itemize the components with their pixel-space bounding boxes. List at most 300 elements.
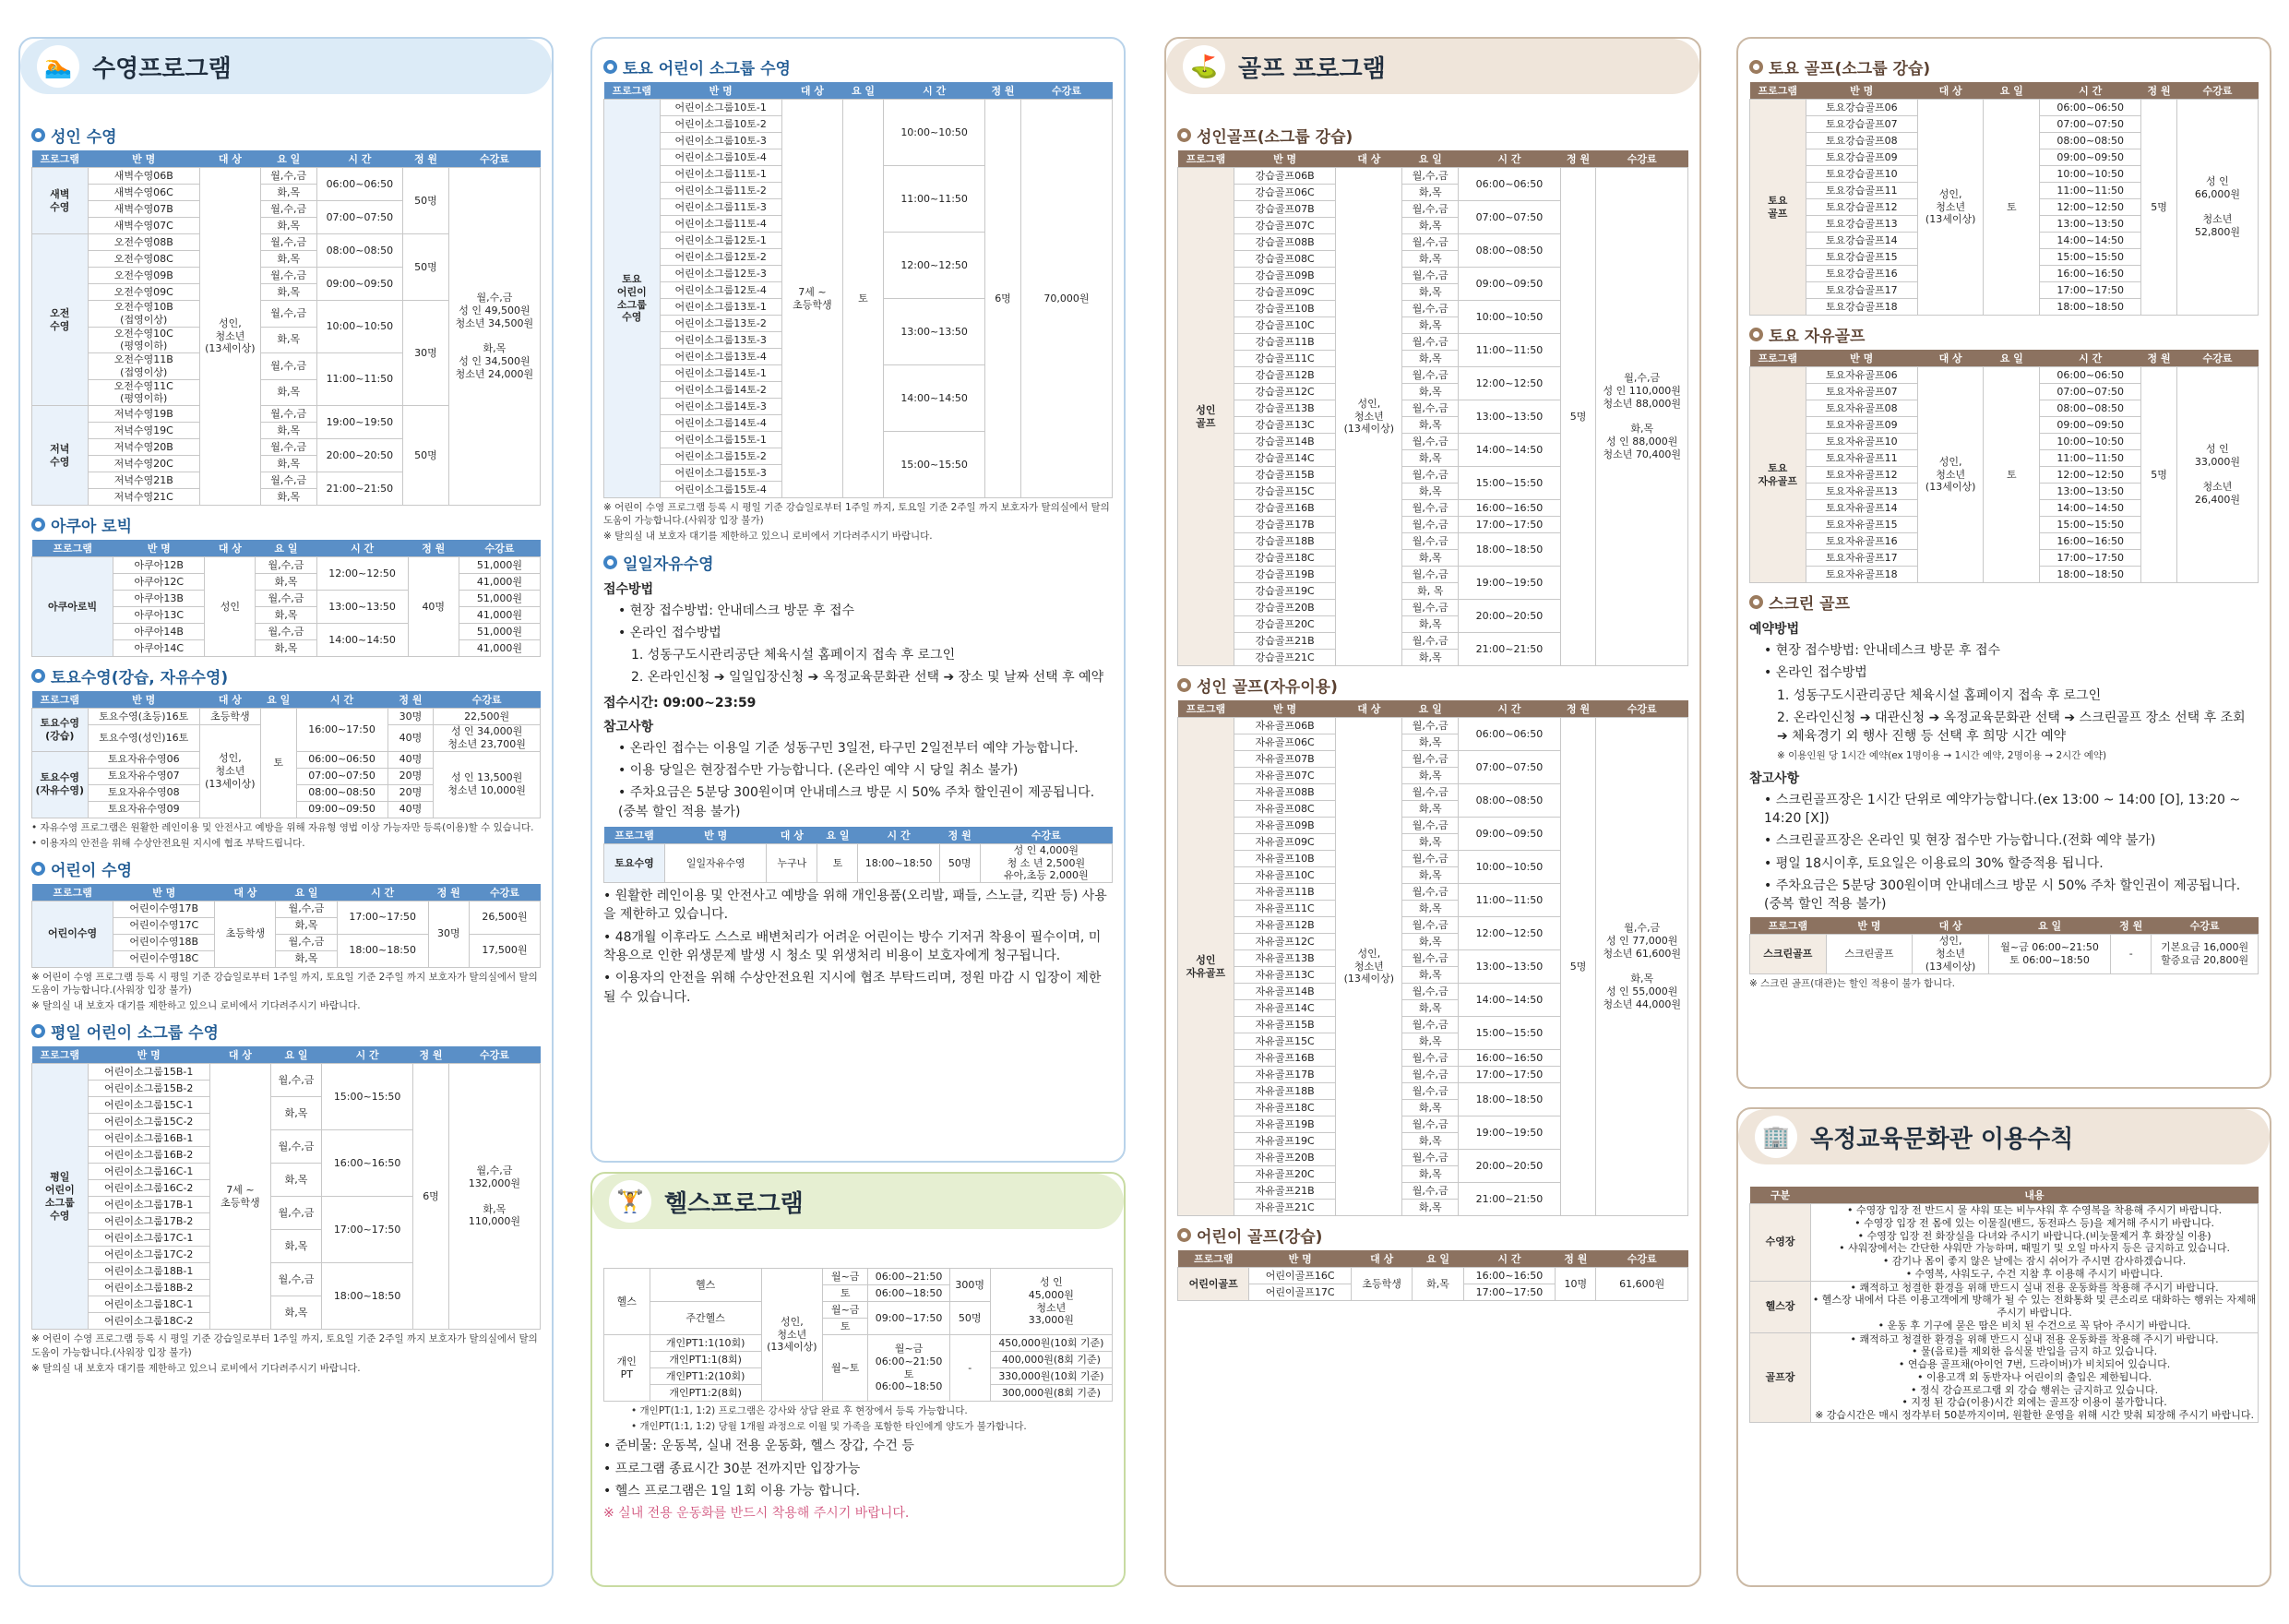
table-cell: 화,목 (256, 607, 316, 624)
table-cell: 월,수,금 (260, 168, 316, 185)
table-cell: 토요강습골프09 (1806, 149, 1917, 166)
screen-line: • 주차요금은 5분당 300원이며 안내데스크 방문 시 50% 주차 할인권이 제공됩니다. (중복 할인 적용 불가) (1764, 878, 2241, 913)
table-cell: 17:00~17:50 (1463, 1284, 1556, 1301)
health-note: • 개인PT(1:1, 1:2) 당월 1개월 과정으로 이월 및 가족을 포함한 타인에게 양도가 불가합니다. (631, 1421, 1027, 1433)
table-row (604, 843, 1113, 882)
table-cell: 20:00~20:50 (1459, 600, 1561, 633)
adult-swim-table (31, 150, 541, 506)
table-header: 반 명 (88, 150, 199, 168)
table-cell: 자유골프17B (1234, 1067, 1336, 1083)
table-cell: 어린이소그룹11토-4 (660, 216, 781, 233)
table-cell: 화,목 (1402, 550, 1459, 567)
table-cell: 어린이소그룹15토-1 (660, 432, 781, 448)
table-cell: 자유골프08B (1234, 784, 1336, 801)
table-header-row (604, 82, 1113, 100)
table-header: 정 원 (985, 82, 1021, 100)
table-header-row (604, 1251, 1113, 1269)
table-header: 시 간 (296, 691, 387, 709)
table-header: 정 원 (958, 1254, 982, 1266)
table-cell: 12:00~12:50 (1459, 367, 1561, 400)
table-cell: 강습골프21B (1234, 633, 1336, 650)
table-cell: 화,목 (1402, 484, 1459, 500)
table-header: 요 일 (1984, 350, 2040, 367)
table-cell: 08:00~08:50 (2040, 400, 2141, 417)
table-cell: 14:00~14:50 (884, 365, 985, 432)
table-cell: 화,목 (260, 379, 316, 406)
table-cell: 월,수,금 (1402, 1017, 1459, 1033)
table-cell: 성인 골프 (1178, 168, 1234, 666)
table-cell: 토요자유골프15 (1806, 517, 1917, 533)
table-cell: 화, 목 (1402, 583, 1459, 600)
table-cell: 300,000원(8회 기준) (990, 1385, 1112, 1402)
table-cell: 화,목 (1402, 934, 1459, 950)
table-cell: 50명 (403, 234, 449, 301)
table-cell: 월,수,금 (1402, 718, 1459, 734)
table-cell: 토요자유골프12 (1806, 467, 1917, 484)
table-cell: 월,수,금 (1402, 818, 1459, 834)
wk-note: ※ 탈의실 내 보호자 대기를 제한하고 있으니 로비에서 기다려주시기 바랍니다. (31, 1362, 361, 1374)
table-header: 시 간 (337, 884, 428, 902)
screen-line: • 현장 접수방법: 안내데스크 방문 후 접수 (1764, 643, 2001, 658)
table-cell: 08:00~08:50 (2040, 133, 2141, 149)
table-cell: 아쿠아로빅 (32, 557, 113, 657)
table-header: 수강료 (1596, 150, 1688, 168)
table-cell: 15:00~15:50 (2040, 249, 2141, 266)
table-cell: 자유골프21C (1234, 1200, 1336, 1216)
health-note: • 개인PT(1:1, 1:2) 프로그램은 강사와 상담 완료 후 현장에서 등록 가능합니다. (631, 1405, 968, 1416)
table-cell: 스크린골프 (1826, 935, 1913, 973)
table-header: 요 일 (1988, 917, 2110, 935)
table-header: 대 상 (199, 691, 260, 709)
table-cell: 기본요금 16,000원 할증요금 20,800원 (2152, 935, 2259, 973)
table-header: 수강료 (1036, 1254, 1067, 1266)
table-header: 반 명 (1806, 82, 1917, 100)
golf-title-pill (1166, 39, 1699, 94)
daily-table (603, 827, 1113, 883)
table-cell: 10:00~10:50 (2040, 434, 2141, 450)
table-cell: 토요자유수영06 (88, 751, 199, 768)
table-cell: 화,목 (270, 1230, 321, 1263)
table-header-row (32, 150, 541, 168)
table-cell: 성 인 33,000원 청소년 26,400원 (2176, 367, 2258, 583)
table-row (1178, 168, 1688, 185)
table-cell: 자유골프11B (1234, 884, 1336, 901)
adult-swim-heading: 성인 수영 (31, 124, 541, 147)
table-cell: 41,000원 (459, 574, 540, 591)
table-cell: 06:00~18:50 (868, 1285, 949, 1302)
golf-icon: ⛳ (1183, 45, 1225, 88)
table-cell: 어린이소그룹12토-4 (660, 282, 781, 299)
table-cell: 월,수,금 (256, 557, 316, 574)
table-cell: 21:00~21:50 (1459, 633, 1561, 666)
table-header: 프로그램 (1178, 150, 1234, 168)
table-cell: 화,목 (270, 1296, 321, 1330)
table-cell: 5명 (2141, 367, 2177, 583)
table-cell: 월,수,금 성 인 49,500원 청소년 34,500원 화,목 성 인 34,500원 청소년 24,000원 (448, 168, 540, 506)
table-cell: 월,수,금 (1402, 400, 1459, 417)
table-cell: 헬스장 (1750, 1281, 1811, 1332)
table-cell: 성인 (205, 557, 256, 657)
table-cell: 자유골프08C (1234, 801, 1336, 818)
table-cell: 22,500원 (434, 709, 541, 725)
table-cell: 자유골프11C (1234, 901, 1336, 917)
screen-sub: 참고사항 (1749, 770, 1800, 786)
table-cell: • 수영장 입장 전 반드시 물 샤워 또는 비누샤워 후 수영복을 착용해 주시기 바랍니다. • 수영장 입장 전 몸에 있는 이물질(밴드, 동전파스 등)을 제거해 주시기 바랍니다. • 수영장 입장 전 화장실을 다녀와 주시기 바랍니다.(비눗물제거 후 화장실 이용) • 샤워장에서는 간단한 샤워만 가능하며, 때밀기 및 오일 마사지 등은 금지하고 있습니다. • 감기나 몸이 좋지 않은 날에는 잠시 쉬어가 주시면 감사하겠습니다. • 수영복, 샤워도구, 수건 지참 후 이용해 주시기 바랍니다. (1811, 1204, 2259, 1282)
table-cell: 14:00~14:50 (1459, 984, 1561, 1017)
table-cell: 강습골프17B (1234, 517, 1336, 533)
table-header: 프로그램 (604, 82, 661, 100)
table-cell: 월,수,금 (1402, 950, 1459, 967)
table-row (1750, 1281, 2259, 1332)
table-cell: 토요강습골프13 (1806, 216, 1917, 233)
table-cell: 강습골프07C (1234, 218, 1336, 234)
table-cell: 13:00~13:50 (884, 299, 985, 365)
daily-sub: 접수방법 (603, 581, 654, 597)
table-cell: 26,500원 (469, 901, 540, 934)
table-cell: 성인, 청소년 (13세이상) (1336, 168, 1402, 666)
table-cell: 개인PT1:1(8회) (650, 1352, 761, 1368)
table-header: 정 원 (403, 150, 449, 168)
table-cell: 오전 수영 (32, 234, 89, 406)
table-header-row (32, 540, 541, 557)
table-cell: 성인, 청소년 (13세이상) (1913, 935, 1989, 973)
table-cell: - (949, 1335, 990, 1402)
table-cell: 월,수,금 (260, 353, 316, 380)
table-cell: 월,수,금 (1402, 168, 1459, 185)
table-cell: 13:00~13:50 (316, 591, 408, 624)
table-cell: 월~금 06:00~21:50 토 06:00~18:50 (868, 1335, 949, 1402)
table-header-row (32, 884, 541, 902)
table-row (32, 1064, 541, 1081)
table-cell: 저녁수영19C (88, 423, 199, 439)
table-cell: 월,수,금 (270, 1130, 321, 1164)
table-header: 프로그램 (32, 884, 113, 902)
kids-golf-heading: 어린이 골프(강습) (1177, 1224, 1688, 1247)
table-header: 요 일 (260, 150, 316, 168)
table-cell: 토요수영 (604, 843, 665, 882)
table-cell: 저녁 수영 (32, 406, 89, 506)
table-header: 대 상 (767, 827, 817, 844)
table-cell: 토 (1984, 367, 2040, 583)
table-cell: 토요강습골프10 (1806, 166, 1917, 183)
table-cell: 09:00~09:50 (316, 268, 403, 301)
table-header: 프로그램 (1750, 82, 1806, 100)
table-cell: 자유골프18C (1234, 1100, 1336, 1116)
swim-icon: 🏊 (37, 45, 79, 88)
table-header: 수강료 (980, 827, 1112, 844)
bullet-icon (1177, 1228, 1191, 1242)
table-cell: 초등학생 (199, 709, 260, 725)
satkids-note: ※ 어린이 수영 프로그램 등록 시 평일 기준 강습일로부터 1주일 까지, 토요일 기준 2주일 까지 보호자가 탈의실에서 탈의 도움이 가능합니다.(사워장 입장 불가) (603, 502, 1110, 527)
table-cell: 06:00~06:50 (2040, 100, 2141, 116)
table-cell: 오전수영08C (88, 251, 199, 268)
table-cell: 월,수,금 (1402, 517, 1459, 533)
table-header-row (1178, 1250, 1688, 1268)
table-cell: 어린이소그룹10토-3 (660, 133, 781, 149)
table-cell: 강습골프08B (1234, 234, 1336, 251)
table-cell: 토요 골프 (1750, 100, 1806, 316)
table-row (32, 901, 541, 917)
table-cell: 저녁수영20C (88, 456, 199, 472)
table-cell: 09:00~09:50 (296, 801, 387, 818)
table-cell: 성인, 청소년 (13세이상) (199, 725, 260, 818)
table-cell: 월,수,금 (260, 301, 316, 328)
kids-note: ※ 탈의실 내 보호자 대기를 제한하고 있으니 로비에서 기다려주시기 바랍니다. (31, 1000, 361, 1012)
table-cell: 51,000원 (459, 591, 540, 607)
table-cell: 5명 (2141, 100, 2177, 316)
table-header: 반 명 (113, 540, 205, 557)
table-header: 대 상 (1913, 917, 1989, 935)
table-cell: 화,목 (260, 251, 316, 268)
table-header: 대 상 (205, 540, 256, 557)
table-header: 시 간 (316, 150, 403, 168)
table-cell: 330,000원(10회 기준) (990, 1368, 1112, 1385)
table-cell: 19:00~19:50 (1459, 567, 1561, 600)
table-cell: 자유골프09C (1234, 834, 1336, 851)
table-header: 정 원 (387, 691, 434, 709)
swim-title: 수영프로그램 (92, 54, 232, 83)
table-cell: 저녁수영21C (88, 489, 199, 506)
table-cell: 20:00~20:50 (1459, 1150, 1561, 1183)
table-cell: 토요수영(성인)16토 (88, 725, 199, 752)
table-cell: 화,목 (1402, 1100, 1459, 1116)
table-cell: 개인PT1:1(10회) (650, 1335, 761, 1352)
table-cell: 14:00~14:50 (2040, 500, 2141, 517)
table-cell: 09:00~09:50 (1459, 268, 1561, 301)
table-row (32, 168, 541, 185)
screen-sub: 예약방법 (1749, 622, 1800, 637)
table-cell: 월,수,금 (1402, 467, 1459, 484)
table-header: 요 일 (1402, 700, 1459, 718)
table-cell: 06:00~06:50 (2040, 367, 2141, 384)
table-cell: 오전수영09C (88, 284, 199, 301)
dumbbell-icon: 🏋 (609, 1180, 651, 1223)
health-title: 헬스프로그램 (664, 1189, 804, 1218)
table-cell: 저녁수영21B (88, 472, 199, 489)
table-cell: 어린이소그룹14토-2 (660, 382, 781, 399)
table-cell: 30명 (387, 709, 434, 725)
table-cell: 어린이소그룹15B-1 (88, 1064, 209, 1081)
table-header: 수강료 (2152, 917, 2259, 935)
table-header: 시 간 (1459, 700, 1561, 718)
table-cell: 토요자유수영07 (88, 768, 199, 784)
table-cell: 16:00~17:50 (296, 709, 387, 752)
table-header-row (1178, 150, 1688, 168)
table-cell: 월,수,금 (1402, 533, 1459, 550)
table-cell: 성인, 청소년 (13세이상) (199, 168, 260, 506)
bullet-icon (31, 669, 45, 683)
table-cell: 강습골프20C (1234, 616, 1336, 633)
table-cell: 토요자유골프08 (1806, 400, 1917, 417)
table-cell: 06:00~06:50 (1459, 718, 1561, 751)
table-cell: 개인PT1:2(10회) (650, 1368, 761, 1385)
table-cell: 10:00~10:50 (316, 301, 403, 353)
table-cell: 토요강습골프12 (1806, 199, 1917, 216)
kids-swim-heading: 어린이 수영 (31, 857, 541, 880)
table-cell: 자유골프07B (1234, 751, 1336, 768)
table-cell: 강습골프12B (1234, 367, 1336, 384)
table-header: 대 상 (1917, 350, 1984, 367)
table-cell: 월,수,금 (1402, 1050, 1459, 1067)
table-cell: 41,000원 (459, 640, 540, 657)
table-row (1178, 718, 1688, 734)
table-cell: 토요자유골프06 (1806, 367, 1917, 384)
table-cell: 13:00~13:50 (1459, 400, 1561, 434)
table-cell: 화,목 (260, 185, 316, 201)
table-cell: 토요자유골프11 (1806, 450, 1917, 467)
health-bullet: ※ 실내 전용 운동화를 반드시 착용해 주시기 바랍니다. (603, 1506, 910, 1522)
table-cell: 어린이소그룹18B-1 (88, 1263, 209, 1280)
table-header: 수강료 (2176, 350, 2258, 367)
table-cell: 어린이소그룹13토-2 (660, 316, 781, 332)
table-cell: 토요자유수영09 (88, 801, 199, 818)
table-header: 정 원 (1560, 700, 1596, 718)
table-cell: 월,수,금 (256, 591, 316, 607)
table-cell: 41,000원 (459, 607, 540, 624)
table-header: 프로그램 (1750, 917, 1827, 935)
table-cell: 월~금 (822, 1302, 868, 1319)
rules-table (1749, 1187, 2259, 1423)
table-cell: 어린이소그룹18C-1 (88, 1296, 209, 1313)
table-header: 정 원 (1560, 150, 1596, 168)
table-cell: 오전수영11B (접영이상) (88, 353, 199, 380)
table-row (1750, 100, 2259, 116)
bullet-icon (1749, 328, 1763, 341)
rules-title-pill (1738, 1109, 2270, 1164)
table-cell: 10명 (1556, 1268, 1596, 1301)
table-header: 요 일 (833, 1254, 857, 1266)
table-cell: 월,수,금 (276, 934, 337, 950)
table-cell: 월,수,금 (1402, 851, 1459, 867)
table-cell: 오전수영10B (접영이상) (88, 301, 199, 328)
table-header: 대 상 (1336, 700, 1402, 718)
table-cell: 어린이수영18B (113, 934, 215, 950)
table-cell: 어린이소그룹15토-2 (660, 448, 781, 465)
table-cell: 7세 ~ 초등학생 (781, 100, 842, 498)
table-cell: 강습골프12C (1234, 384, 1336, 400)
table-cell: 11:00~11:50 (1459, 334, 1561, 367)
table-cell: 누구나 (767, 843, 817, 882)
table-cell: 08:00~08:50 (296, 784, 387, 801)
table-header: 수강료 (434, 691, 541, 709)
table-cell: 7세 ~ 초등학생 (209, 1064, 270, 1330)
satkids-note: ※ 탈의실 내 보호자 대기를 제한하고 있으니 로비에서 기다려주시기 바랍니다. (603, 531, 933, 543)
table-cell: 자유골프19B (1234, 1116, 1336, 1133)
table-header: 프로그램 (1178, 1250, 1249, 1268)
table-cell: 강습골프13C (1234, 417, 1336, 434)
table-header: 대 상 (209, 1046, 270, 1064)
table-cell: 성인, 청소년 (13세이상) (761, 1269, 822, 1402)
table-cell: 강습골프08C (1234, 251, 1336, 268)
table-header: 프로그램 (32, 150, 89, 168)
daily-line: 1. 성동구도시관리공단 체육시설 홈페이지 접속 후 로그인 (631, 648, 956, 663)
table-cell: 어린이소그룹14토-3 (660, 399, 781, 415)
table-cell: 화,목 (1402, 901, 1459, 917)
table-cell: 월,수,금 (1402, 201, 1459, 218)
table-cell: 화,목 (1402, 417, 1459, 434)
table-cell: 월,수,금 (1402, 984, 1459, 1000)
table-cell: 어린이소그룹11토-3 (660, 199, 781, 216)
table-cell: 토 (822, 1319, 868, 1335)
table-cell: 17:00~17:50 (1459, 1067, 1561, 1083)
table-cell: 강습골프09B (1234, 268, 1336, 284)
table-cell: 화,목 (1402, 450, 1459, 467)
table-cell: 16:00~16:50 (1463, 1268, 1556, 1284)
table-cell: 토요강습골프15 (1806, 249, 1917, 266)
adult-golf-heading: 성인골프(소그룹 강습) (1177, 124, 1688, 147)
table-cell: 어린이수영18C (113, 950, 215, 967)
table-row (1750, 1332, 2259, 1422)
sat-swim-table (31, 691, 541, 818)
table-cell: 월,수,금 (1402, 1150, 1459, 1166)
table-cell: 17:00~17:50 (1459, 517, 1561, 533)
table-cell: 06:00~21:50 (868, 1269, 949, 1285)
rules-panel (1736, 1107, 2271, 1587)
table-cell: 18:00~18:50 (337, 934, 428, 967)
bullet-icon (1749, 595, 1763, 609)
table-cell: 어린이소그룹13토-1 (660, 299, 781, 316)
screen-line: • 스크린골프장은 온라인 및 현장 접수만 가능합니다.(전화 예약 불가) (1764, 833, 2156, 849)
table-cell: 09:00~09:50 (2040, 149, 2141, 166)
table-cell: 강습골프06C (1234, 185, 1336, 201)
table-cell: 토요수영(초등)16토 (88, 709, 199, 725)
table-cell: 토요 어린이 소그룹 수영 (604, 100, 661, 498)
table-cell: 화,목 (260, 218, 316, 234)
table-cell: 15:00~15:50 (884, 432, 985, 498)
sat-free-golf-heading: 토요 자유골프 (1749, 323, 2259, 346)
table-header: 반 명 (88, 1046, 209, 1064)
table-cell: 강습골프10C (1234, 317, 1336, 334)
table-cell: 자유골프21B (1234, 1183, 1336, 1200)
table-cell: 토요강습골프07 (1806, 116, 1917, 133)
table-cell: 10:00~10:50 (1459, 301, 1561, 334)
table-header: 시 간 (884, 82, 985, 100)
table-cell: 토요수영 (자유수영) (32, 751, 89, 818)
table-cell: 자유골프15B (1234, 1017, 1336, 1033)
table-cell: 06:00~06:50 (296, 751, 387, 768)
table-cell: 화,목 (276, 950, 337, 967)
table-header: 시 간 (897, 1254, 921, 1266)
table-cell: 어린이소그룹16B-1 (88, 1130, 209, 1147)
table-cell: 17:00~17:50 (337, 901, 428, 934)
table-cell: 화,목 (1402, 967, 1459, 984)
table-cell: 강습골프09C (1234, 284, 1336, 301)
table-cell: 어린이소그룹11토-1 (660, 166, 781, 183)
table-cell: 40명 (408, 557, 459, 657)
table-cell: 월,수,금 (260, 439, 316, 456)
table-header: 내용 (1811, 1187, 2259, 1204)
table-cell: 30명 (403, 301, 449, 406)
screen-line: • 평일 18시이후, 토요일은 이용료의 30% 할증적용 됩니다. (1764, 855, 2104, 871)
table-cell: 월,수,금 (1402, 1116, 1459, 1133)
table-cell: 아쿠아12C (113, 574, 205, 591)
table-cell: 월,수,금 (260, 406, 316, 423)
table-cell: 어린이소그룹15C-1 (88, 1097, 209, 1114)
table-cell: 12:00~12:50 (1459, 917, 1561, 950)
table-header: 수강료 (2176, 82, 2258, 100)
table-header: 요 일 (256, 540, 316, 557)
table-cell: 월,수,금 (1402, 500, 1459, 517)
table-cell: 06:00~06:50 (1459, 168, 1561, 201)
table-header: 프로그램 (607, 1254, 647, 1266)
daily-swim-heading: 일일자유수영 (603, 551, 1113, 574)
sat-kids-table (603, 82, 1113, 498)
table-cell: 15:00~15:50 (2040, 517, 2141, 533)
table-cell: 어린이소그룹10토-4 (660, 149, 781, 166)
table-cell: 어린이소그룹17B-2 (88, 1213, 209, 1230)
table-cell: 어린이소그룹11토-2 (660, 183, 781, 199)
kids-golf-table (1177, 1250, 1688, 1301)
